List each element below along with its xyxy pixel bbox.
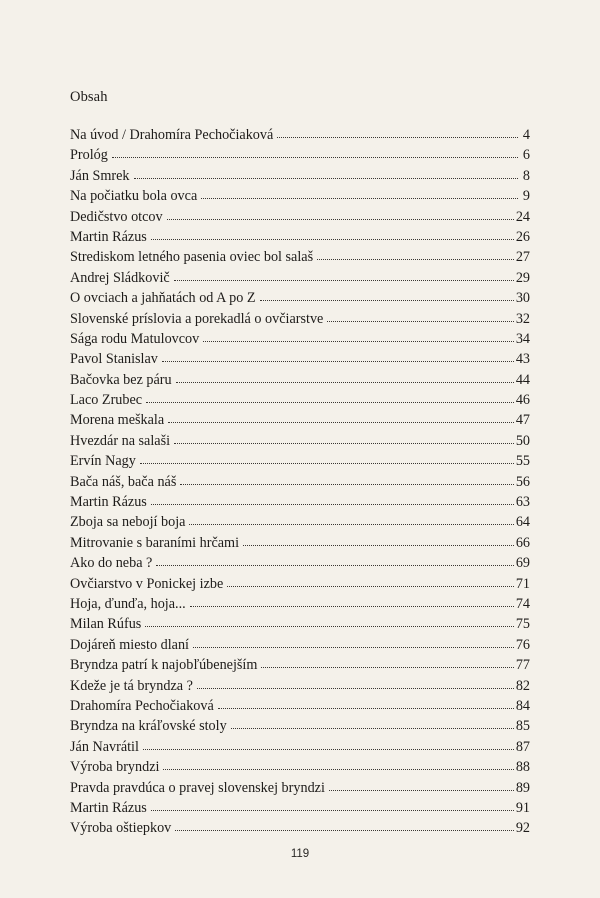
toc-entry [70,676,530,696]
toc-entry [70,186,530,206]
toc-entry-title: Bryndza patrí k najobľúbenejším [70,657,258,674]
toc-entry [70,125,530,145]
toc-entry [70,227,530,247]
dot-leader [163,767,513,770]
toc-entry-title: Hoja, ďunďa, hoja... [70,595,186,612]
toc-entry [70,145,530,165]
toc-entry [70,614,530,634]
toc-entry-page: 56 [515,473,530,490]
toc-entry-title: Andrej Sládkovič [70,269,170,286]
dot-leader [151,502,514,505]
dot-leader [175,828,514,831]
toc-entry-page: 75 [515,616,530,633]
toc-entry-title: Martin Rázus [70,799,147,816]
toc-entry-page: 32 [515,310,530,327]
toc-entry [70,512,530,532]
dot-leader [218,706,514,709]
toc-entry-title: Laco Zrubec [70,392,143,409]
toc-entry-page: 55 [515,453,530,470]
toc-entry-page: 74 [515,595,530,612]
toc-entry-title: Výroba oštiepkov [70,820,172,837]
toc-entry [70,329,530,349]
toc-entry-title: Slovenské príslovia a porekadlá o ovčiarstve [70,310,324,327]
dot-leader [231,726,514,729]
toc-entry-page: 24 [515,208,530,225]
toc-entry-page: 66 [515,534,530,551]
toc-entry-title: Ján Smrek [70,167,130,184]
toc-entry-page: 69 [515,555,530,572]
toc-entry-title: Martin Rázus [70,494,147,511]
toc-entry-page: 34 [515,330,530,347]
contents-heading: Obsah [70,89,108,105]
toc-entry-title: Na počiatku bola ovca [70,188,198,205]
dot-leader [168,420,514,423]
page-number: 119 [290,848,310,860]
toc-entry-title: Milan Rúfus [70,616,142,633]
toc-entry [70,635,530,655]
toc-entry-page: 26 [515,228,530,245]
toc-entry-page: 82 [515,677,530,694]
toc-entry [70,737,530,757]
toc-entry-title: Strediskom letného pasenia oviec bol salaš [70,249,314,266]
dot-leader [180,482,513,485]
dot-leader [162,359,514,362]
toc-entry-page: 71 [515,575,530,592]
toc-entry-title: Dedičstvo otcov [70,208,163,225]
toc-entry-page: 77 [515,657,530,674]
toc-entry-page: 63 [515,494,530,511]
dot-leader [197,686,514,689]
toc-entry [70,757,530,777]
toc-entry-page: 43 [515,351,530,368]
toc-entry [70,451,530,471]
toc-entry [70,533,530,553]
toc-entry-page: 91 [515,799,530,816]
toc-entry [70,574,530,594]
toc-entry-page: 89 [515,779,530,796]
dot-leader [151,237,514,240]
toc-entry-title: Na úvod / Drahomíra Pechočiaková [70,127,274,143]
toc-entry-page: 85 [515,718,530,735]
toc-entry [70,349,530,369]
toc-entry-title: O ovciach a jahňatách od A po Z [70,290,256,307]
toc-entry [70,247,530,267]
toc-entry-page: 46 [515,392,530,409]
toc-entry-page: 88 [515,759,530,776]
toc-entry [70,166,530,186]
toc-entry-page: 64 [515,514,530,531]
toc-entry-page: 47 [515,412,530,429]
toc-entry-title: Dojáreň miesto dlaní [70,636,189,653]
toc-entry-page: 50 [515,432,530,449]
toc-entry-page: 8 [522,167,530,184]
toc-entry-page: 27 [515,249,530,266]
toc-entry-title: Martin Rázus [70,228,147,245]
toc-entry [70,309,530,329]
dot-leader [277,135,518,138]
dot-leader [151,808,514,811]
toc-entry [70,778,530,798]
toc-entry-title: Prológ [70,147,108,164]
toc-entry [70,390,530,410]
dot-leader [203,339,514,342]
dot-leader [156,563,513,566]
toc-entry [70,716,530,736]
toc-entry-title: Ovčiarstvo v Ponickej izbe [70,575,224,592]
dot-leader [176,380,514,383]
table-of-contents [70,125,530,839]
toc-entry [70,655,530,675]
toc-entry-title: Mitrovanie s baraními hrčami [70,534,240,551]
dot-leader [317,257,514,260]
dot-leader [329,788,514,791]
toc-entry [70,798,530,818]
toc-entry-page: 30 [515,290,530,307]
toc-entry [70,207,530,227]
toc-entry [70,818,530,838]
toc-entry-page: 9 [522,188,530,205]
toc-entry-title: Zboja sa nebojí boja [70,514,186,531]
dot-leader [140,461,514,464]
toc-entry-page: 4 [522,127,530,143]
dot-leader [327,319,513,322]
toc-entry-page: 87 [515,738,530,755]
dot-leader [243,543,514,546]
toc-entry-page: 92 [515,820,530,837]
toc-entry-title: Kdeže je tá bryndza ? [70,677,193,694]
toc-entry [70,410,530,430]
dot-leader [174,278,514,281]
toc-entry-title: Výroba bryndzi [70,759,160,776]
dot-leader [134,176,518,179]
toc-entry-title: Bača náš, bača náš [70,473,177,490]
toc-entry-page: 76 [515,636,530,653]
dot-leader [260,298,514,301]
dot-leader [174,441,514,444]
toc-entry-title: Drahomíra Pechočiaková [70,697,214,714]
toc-entry [70,696,530,716]
toc-entry-page: 84 [515,697,530,714]
toc-entry-title: Morena meškala [70,412,165,429]
dot-leader [193,645,514,648]
toc-entry [70,553,530,573]
toc-entry-title: Sága rodu Matulovcov [70,330,200,347]
toc-entry-title: Bačovka bez páru [70,371,172,388]
dot-leader [190,604,514,607]
dot-leader [167,217,514,220]
dot-leader [145,624,513,627]
toc-entry [70,594,530,614]
dot-leader [112,155,518,158]
toc-entry-title: Ján Navrátil [70,738,139,755]
toc-entry-page: 29 [515,269,530,286]
toc-entry-page: 6 [522,147,530,164]
toc-entry [70,370,530,390]
dot-leader [201,196,518,199]
dot-leader [143,747,514,750]
toc-entry-title: Ervín Nagy [70,453,136,470]
toc-entry-title: Pravda pravdúca o pravej slovenskej bryndzi [70,779,325,796]
dot-leader [146,400,514,403]
toc-entry-title: Hvezdár na salaši [70,432,171,449]
toc-entry [70,268,530,288]
toc-entry [70,472,530,492]
toc-entry-title: Ako do neba ? [70,555,153,572]
toc-entry-page: 44 [515,371,530,388]
dot-leader [261,665,513,668]
toc-entry [70,492,530,512]
toc-entry [70,431,530,451]
toc-entry-title: Bryndza na kráľovské stoly [70,718,227,735]
dot-leader [227,584,514,587]
dot-leader [189,522,513,525]
toc-entry [70,288,530,308]
toc-entry-title: Pavol Stanislav [70,351,158,368]
